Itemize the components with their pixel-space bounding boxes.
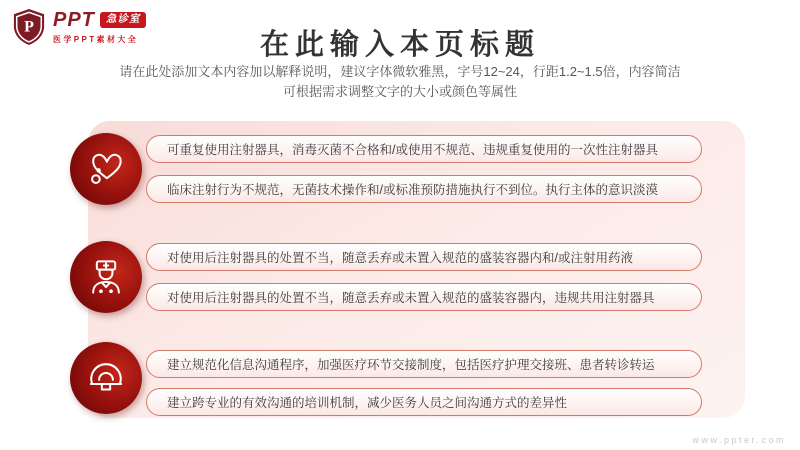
group-2-icon-circle <box>70 241 142 313</box>
text-box <box>146 283 702 311</box>
text-box-label: 对使用后注射器具的处置不当，随意丢弃或未置入规范的盛装容器内，违规共用注射器具 <box>167 291 655 305</box>
watermark: www.ppter.com <box>692 435 786 445</box>
brand-badge: 急诊室 <box>100 12 147 28</box>
text-box-label: 建立规范化信息沟通程序，加强医疗环节交接制度，包括医疗护理交接班、患者转诊转运 <box>167 358 655 372</box>
text-box-label: 建立跨专业的有效沟通的培训机制，减少医务人员之间沟通方式的差异性 <box>167 396 568 410</box>
group-3-icon-circle <box>70 342 142 414</box>
brand-name: PPT <box>53 9 95 31</box>
page-subtitle <box>60 62 740 102</box>
text-box <box>146 388 702 416</box>
shield-letter: P <box>24 18 34 36</box>
stethoscope-heart-icon <box>84 147 128 191</box>
text-box-label: 临床注射行为不规范，无菌技术操作和/或标准预防措施执行不到位。执行主体的意识淡漠 <box>167 183 658 197</box>
brand-tagline: 医学PPT素材大全 <box>53 35 139 44</box>
group-1-icon-circle <box>70 133 142 205</box>
text-box-label: 可重复使用注射器具，消毒灭菌不合格和/或使用不规范、违规重复使用的一次性注射器具 <box>167 143 658 157</box>
page-title: 在此输入本页标题 <box>259 29 540 61</box>
subtitle-line-1: 请在此处添加文本内容加以解释说明，建议字体微软雅黑，字号12~24，行距1.2~1.5倍，内容简洁 <box>119 64 681 79</box>
text-box <box>146 135 702 163</box>
text-box-label: 对使用后注射器具的处置不当，随意丢弃或未置入规范的盛装容器内和/或注射用药液 <box>167 251 633 265</box>
text-box <box>146 243 702 271</box>
text-box <box>146 350 702 378</box>
nurse-icon <box>84 255 128 299</box>
ct-scanner-icon <box>84 356 128 400</box>
text-box <box>146 175 702 203</box>
subtitle-line-2: 可根据需求调整文字的大小或颜色等属性 <box>282 84 517 100</box>
